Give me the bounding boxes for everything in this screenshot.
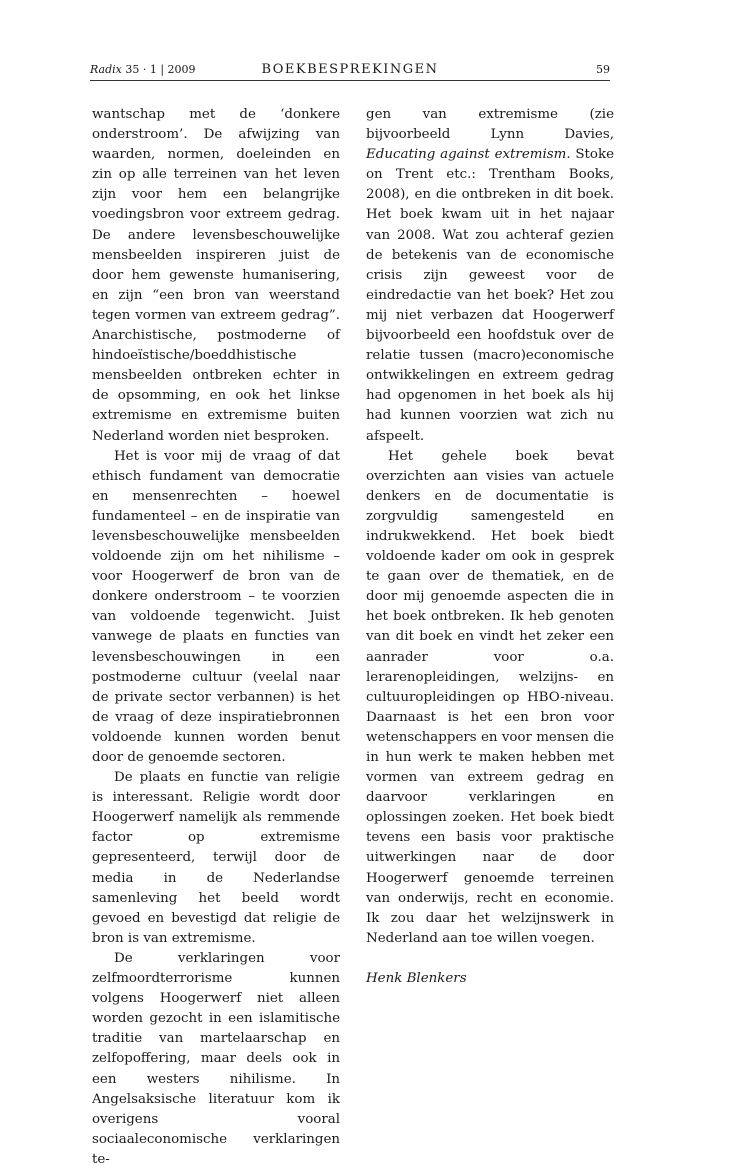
- paragraph-text: . Stoke on Trent etc.: Trentham Books, 2008), en die ontbreken in dit boek. Het boek kwam uit in het najaar van 2008. Wat zou achteraf gezien de betekenis van de economische crisis zijn geweest voor de eindredactie van het boek? Het zou mij niet verbazen dat Hoogerwerf bijvoorbeeld een hoofdstuk over de relatie tussen (macro)economische ontwikkelingen en extreem gedrag had opgenomen in het boek als hij had kunnen voorzien wat zich nu afspeelt.: [366, 147, 615, 444]
- paragraph-text: gen van extremisme (zie bijvoorbeeld Lynn Davies,: [366, 107, 614, 143]
- paragraph: De verklaringen voor zelfmoordterrorisme kunnen volgens Hoogerwerf niet alleen worden gezocht in een islamitische traditie van martelaarschap en zelfopoffering, maar deels ook in een westers nihilisme. In Angelsaksische literatuur kom ik overigens vooral sociaaleconomische verklaringen te-: [92, 950, 340, 1167]
- paragraph: Het gehele boek bevat overzichten aan visies van actuele denkers en de documentatie is zorgvuldig samengesteld en indrukwekkend. Het boek biedt voldoende kader om ook in gesprek te gaan over de thematiek, en de door mij genoemde aspecten die in het boek ontbreken. Ik heb genoten van dit boek en vindt het zeker een aanrader voor o.a. lerarenopleidingen, welzijns- en cultuuropleidingen op HBO-niveau. Daarnaast is het een bron voor wetenschappers en voor mensen die in hun werk te maken hebben met vormen van extreem gedrag en daarvoor verklaringen en oplossingen zoeken. Het boek biedt tevens een basis voor praktische uitwerkingen naar de door Hoogerwerf genoemde terreinen van onderwijs, recht en economie. Ik zou daar het welzijnswerk in Nederland aan toe willen voegen.: [366, 448, 614, 946]
- right-column: [366, 105, 614, 989]
- paragraph: Het is voor mij de vraag of dat ethisch fundament van democratie en mensenrechten – hoewel fundamenteel – en de inspiratie van levensbeschouwelijke mensbeelden voldoende zijn om het nihilisme – voor Hoogerwerf de bron van de donkere onderstroom – te voorzien van voldoende tegenwicht. Juist vanwege de plaats en functies van levensbeschouwingen in een postmoderne cultuur (veelal naar de private sector verbannen) is het de vraag of deze inspiratiebronnen voldoende kunnen worden benut door de genoemde sectoren.: [92, 448, 340, 765]
- paragraph: wantschap met de ‘donkere onderstroom’. De afwijzing van waarden, normen, doeleinden en zin op alle terreinen van het leven zijn voor hem een belangrijke voedingsbron voor extreem gedrag. De andere levensbeschouwelijke mensbeelden inspireren juist de door hem gewenste humanisering, en zijn “een bron van weerstand tegen vormen van extreem gedrag”. Anarchistische, postmoderne of hindoeïstische/boeddhistische mensbeelden ontbreken echter in de opsomming, en ook het linkse extremisme en extremisme buiten Nederland worden niet besproken.: [92, 107, 340, 444]
- page-number: 59: [596, 63, 610, 76]
- page-header: [90, 58, 610, 81]
- section-title: BOEKBESPREKINGEN: [261, 62, 439, 77]
- journal-issue: 35 · 1 | 2009: [125, 63, 196, 76]
- left-column: [92, 105, 340, 1170]
- book-title: Educating against extremism: [366, 147, 567, 163]
- journal-name: Radix: [90, 63, 122, 76]
- author-signature: Henk Blenkers: [366, 970, 467, 986]
- paragraph: [366, 105, 614, 447]
- paragraph: De plaats en functie van religie is interessant. Religie wordt door Hoogerwerf namelijk als remmende factor op extremisme gepresenteerd, terwijl door de media in de Nederlandse samenleving het beeld wordt gevoed en bevestigd dat religie de bron is van extremisme.: [92, 770, 340, 946]
